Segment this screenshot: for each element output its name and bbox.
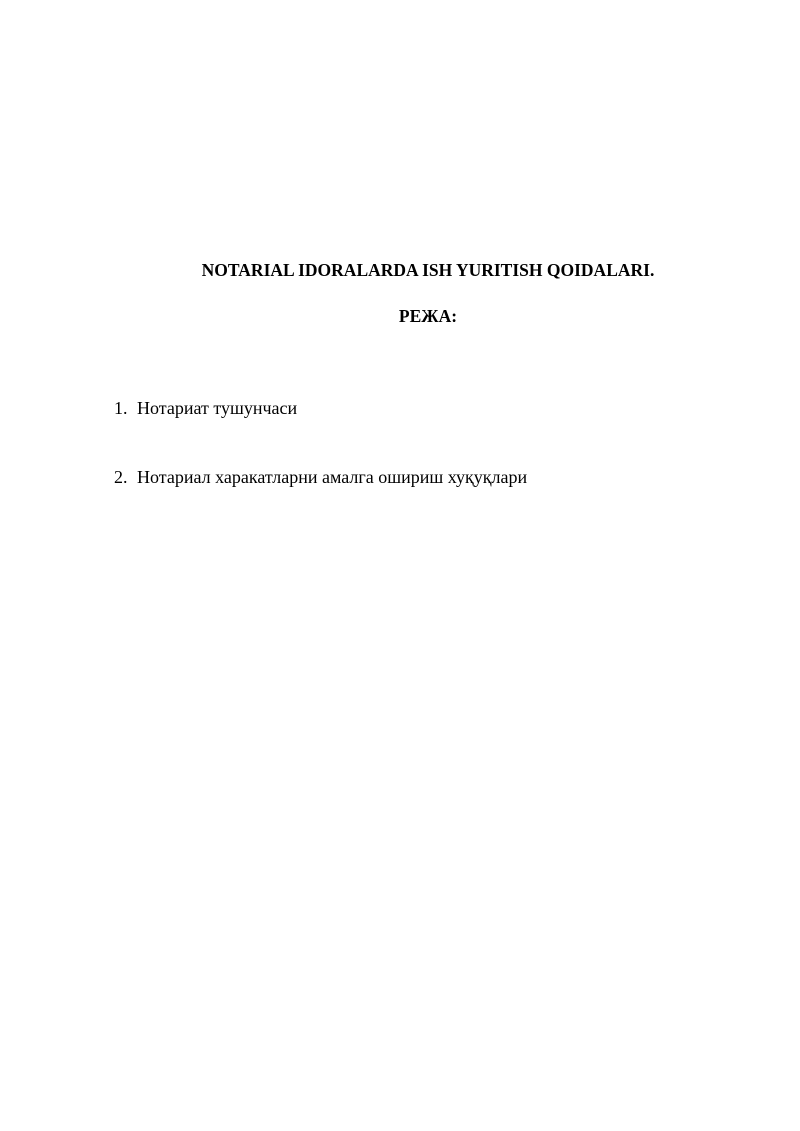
plan-item-text: Нотариат тушунчаси bbox=[137, 398, 298, 418]
plan-item-notarial-rights bbox=[114, 465, 527, 489]
plan-item-text: Нотариал харакатларни амалга ошириш хуқуқлари bbox=[137, 467, 528, 487]
plan-item-number: 2. bbox=[114, 467, 128, 487]
plan-heading: РЕЖА: bbox=[398, 306, 458, 326]
plan-list bbox=[114, 396, 527, 489]
document-title: NOTARIAL IDORALARDA ISH YURITISH QOIDALARI. bbox=[201, 260, 655, 280]
plan-item-number: 1. bbox=[114, 398, 128, 418]
plan-item-notary-concept bbox=[114, 396, 527, 420]
